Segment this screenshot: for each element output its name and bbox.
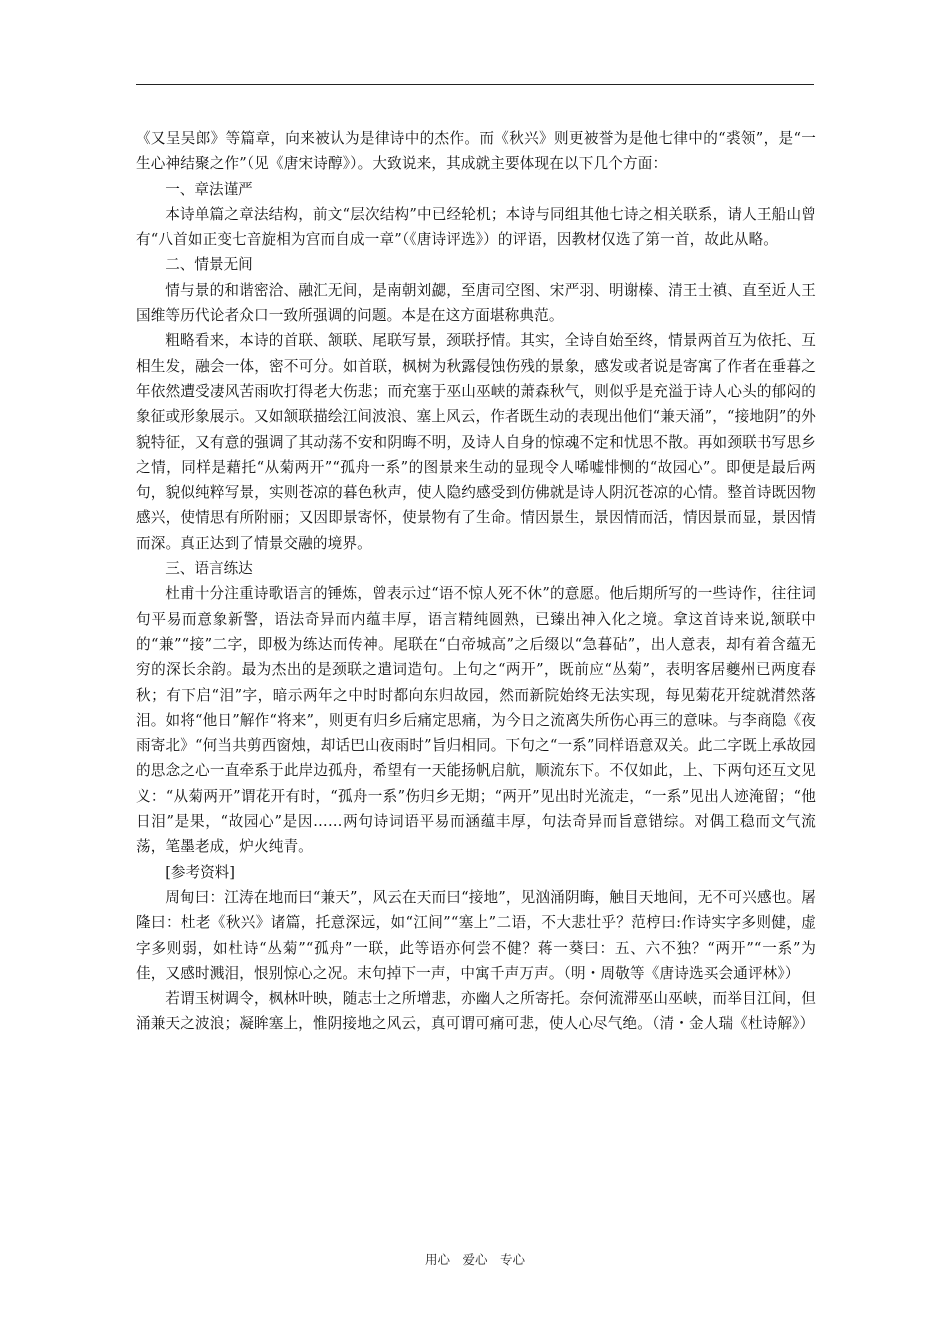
section-heading-references: [参考资料] [165, 863, 235, 881]
page-footer: 用心 爱心 专心 [424, 1252, 525, 1267]
paragraph-language: 杜甫十分注重诗歌语言的锤炼，曾表示过“语不惊人死不休”的意愿。他后期所写的一些诗作，往往词句平易而意象新警，语法奇异而内蕴丰厚，语言精纯圆熟，已臻出神入化之境。拿这首诗来说,颔联中的“兼”“接”二字，即极为练达而传神。尾联在“白帝城高”之后缀以“急暮砧”，出人意表，却有着含蕴无穷的深长余韵。最为杰出的是颈联之遣词造句。上句之“两开”，既前应“丛菊”，表明客居夔州已两度春秋；有下启“泪”字，暗示两年之中时时都向东归故园，然而新院始终无法实现，每见菊花开绽就潸然落泪。如将“他日”解作“将来”，则更有归乡后痛定思痛，为今日之流离失所伤心再三的意味。与李商隐《夜雨寄北》“何当共剪西窗烛，却话巴山夜雨时”旨归相同。下句之“一系”同样语意双关。此二字既上承故园的思念之心一直牵系于此岸边孤舟，希望有一天能扬帆启航，顺流东下。不仅如此，上、下两句还互文见义：“从菊两开”谓花开有时，“孤舟一系”伤归乡无期；“两开”见出时光流走，“一系”见出人迹淹留；“他日泪”是果，“故园心”是因……两句诗词语平易而涵蕴丰厚，句法奇异而旨意错综。对偶工稳而文气流荡，笔墨老成，炉火纯青。 [136, 585, 816, 856]
paragraph-intro: 《又呈吴郎》等篇章，向来被认为是律诗中的杰作。而《秋兴》则更被誉为是他七律中的“裘领”，是“一生心神结聚之作”（见《唐宋诗醇》）。大致说来，其成就主要体现在以下几个方面： [136, 130, 816, 173]
section-heading-scenery: 二、情景无间 [165, 256, 253, 274]
paragraph-scenery-1: 情与景的和谐密洽、融汇无间，是南朝刘勰，至唐司空图、宋严羽、明谢榛、清王士禛、直至近人王国维等历代论者众口一致所强调的问题。本是在这方面堪称典范。 [136, 281, 816, 325]
header-rule [136, 84, 814, 85]
section-heading-language: 三、语言练达 [165, 560, 253, 578]
paragraph-reference-1: 周甸曰：江涛在地而曰“兼天”，风云在天而曰“接地”，见汹涌阴晦，触目天地间，无不可兴感也。屠隆曰：杜老《秋兴》诸篇，托意深远，如“江间”“塞上”二语，不大悲壮乎？范梈曰:作诗实字多则健，虚字多则弱，如杜诗“丛菊”“孤舟”一联，此等语亦何尝不健？蒋一葵曰：五、六不独？“两开”“一系”为佳，又感时溅泪，恨别惊心之况。末句掉下一声，中寓千声万声。（明・周敬等《唐诗选买会通评林》） [136, 888, 816, 982]
paragraph-structure: 本诗单篇之章法结构，前文“层次结构”中已经轮机；本诗与同组其他七诗之相关联系，请人王船山曾有“八首如正变七音旋相为宫而自成一章”（《唐诗评选》）的评语，因教材仅选了第一首，故此从略。 [136, 205, 816, 249]
paragraph-scenery-2: 粗略看来，本诗的首联、颔联、尾联写景，颈联抒情。其实，全诗自始至终，情景两首互为依托、互相生发，融会一体，密不可分。如首联，枫树为秋露侵蚀伤残的景象，感发或者说是寄寓了作者在垂暮之年依然遭受凄风苦雨吹打得老大伤悲；而充塞于巫山巫峡的萧森秋气，则似乎是充溢于诗人心头的郁闷的象征或形象展示。又如颔联描绘江间波浪、塞上风云，作者既生动的表现出他们“兼天涌”，“接地阴”的外貌特征，又有意的强调了其动荡不安和阴晦不明，及诗人自身的惊魂不定和忧思不散。再如颈联书写思乡之情，同样是藉托“从菊两开”“孤舟一系”的图景来生动的显现令人唏嘘悱恻的“故园心”。即便是最后两句，貌似纯粹写景，实则苍凉的暮色秋声，使人隐约感受到仿佛就是诗人阴沉苍凉的心情。整首诗既因物感兴，使情思有所附丽；又因即景寄怀，使景物有了生命。情因景生，景因情而活，情因景而显，景因情而深。真正达到了情景交融的境界。 [136, 332, 816, 552]
document-body [136, 126, 816, 1037]
paragraph-reference-2: 若谓玉树调令，枫林叶映，随志士之所增悲，亦幽人之所寄托。奈何流滞巫山巫峡，而举目江间，但涌兼天之波浪；凝眸塞上，惟阴接地之风云，真可谓可痛可悲，使人心尽气绝。（清・金人瑞《杜诗解》） [136, 990, 816, 1033]
section-heading-structure: 一、章法谨严 [165, 180, 253, 198]
